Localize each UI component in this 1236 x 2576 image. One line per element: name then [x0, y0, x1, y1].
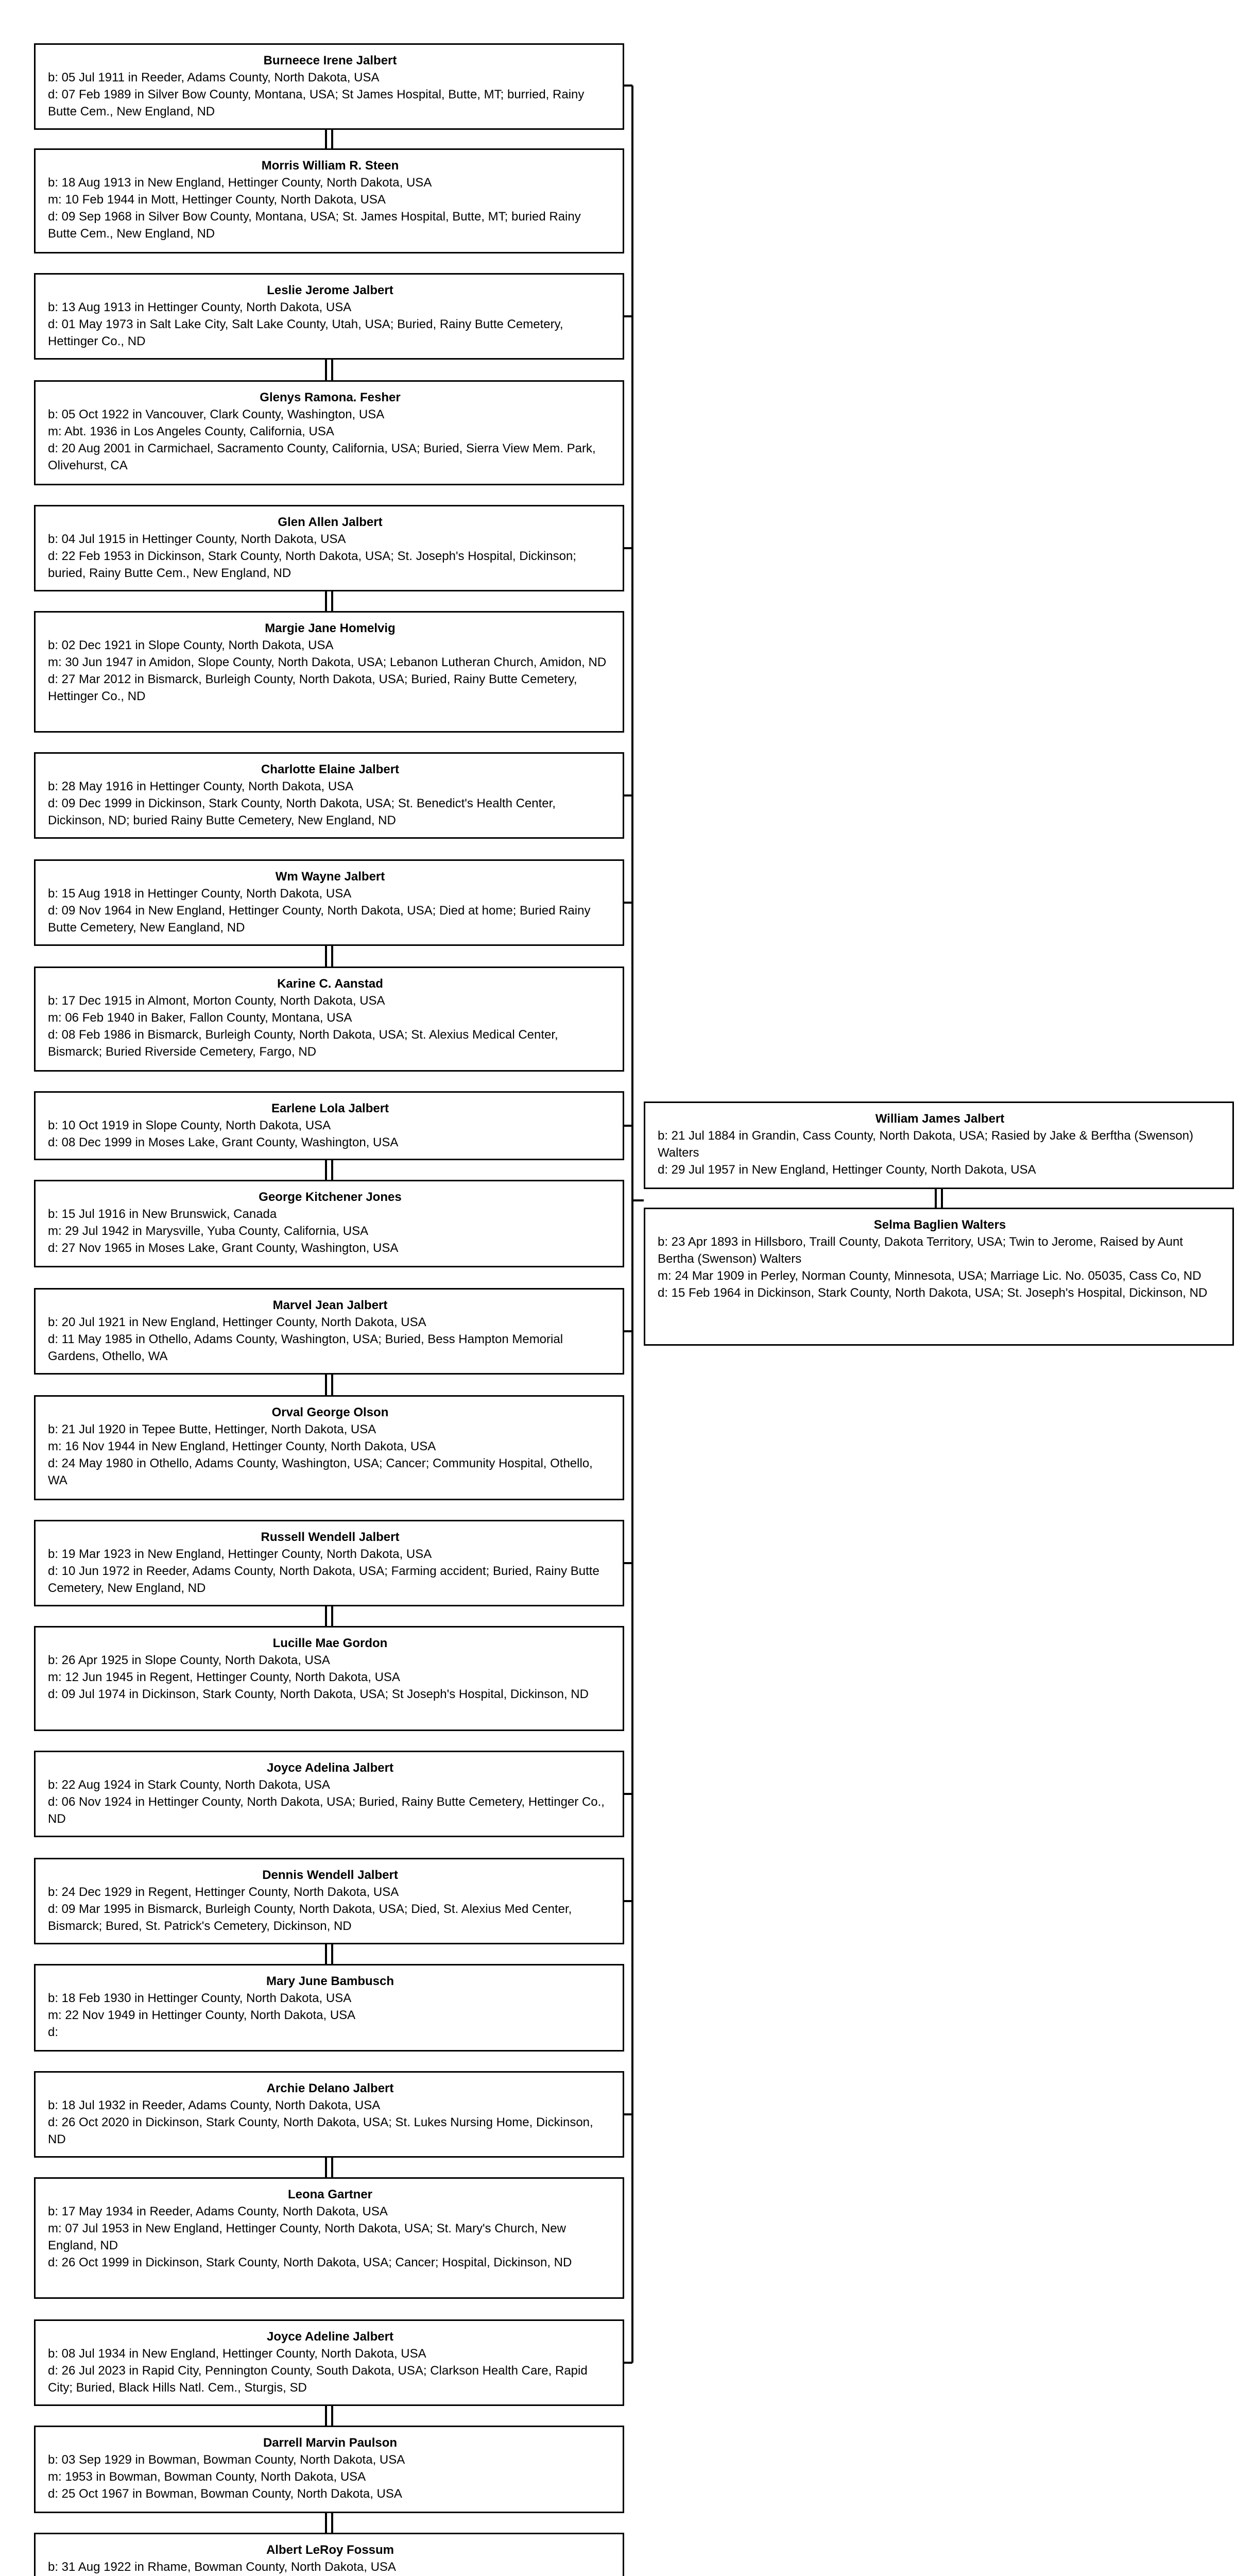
death-line: d: 09 Dec 1999 in Dickinson, Stark County, North Dakota, USA; St. Benedict's Health Center, Dickinson, ND; buried Rainy Butte Cemetery, New England, ND [48, 796, 556, 827]
child-card[interactable] [34, 1858, 624, 1944]
marriage-line: m: 24 Mar 1909 in Perley, Norman County, Minnesota, USA; Marriage Lic. No. 05035, Cass Co, ND [658, 1269, 1201, 1283]
person-name: Dennis Wendell Jalbert [262, 1868, 398, 1882]
person-name: Albert LeRoy Fossum [266, 2543, 394, 2557]
birth-line: b: 05 Jul 1911 in Reeder, Adams County, North Dakota, USA [48, 71, 380, 84]
spouse-card[interactable] [34, 1964, 624, 2052]
death-line: d: 24 May 1980 in Othello, Adams County, Washington, USA; Cancer; Community Hospital, Othello, WA [48, 1456, 593, 1487]
marriage-line: m: 22 Nov 1949 in Hettinger County, North Dakota, USA [48, 2008, 356, 2022]
person-name: Glenys Ramona. Fesher [260, 391, 401, 404]
birth-line: b: 02 Dec 1921 in Slope County, North Dakota, USA [48, 638, 334, 652]
death-line: d: 08 Feb 1986 in Bismarck, Burleigh County, North Dakota, USA; St. Alexius Medical Center, Bismarck; Buried Riverside Cemetery, Fargo, ND [48, 1028, 558, 1059]
spouse-card[interactable] [34, 1180, 624, 1267]
spouse-card[interactable] [34, 2426, 624, 2513]
spouse-card[interactable] [34, 1626, 624, 1731]
birth-line: b: 18 Jul 1932 in Reeder, Adams County, North Dakota, USA [48, 2098, 381, 2112]
death-line: d: 09 Nov 1964 in New England, Hettinger County, North Dakota, USA; Died at home; Buried Rainy Butte Cemetery, New Eangland, ND [48, 904, 591, 935]
person-name: Russell Wendell Jalbert [261, 1530, 400, 1544]
person-name: Joyce Adelina Jalbert [267, 1761, 393, 1775]
death-line: d: 26 Jul 2023 in Rapid City, Pennington County, South Dakota, USA; Clarkson Health Care, Rapid City; Buried, Black Hills Natl. Cem., Sturgis, SD [48, 2364, 588, 2395]
child-card[interactable] [34, 2071, 624, 2158]
person-name: Leslie Jerome Jalbert [267, 283, 393, 297]
death-line: d: 27 Nov 1965 in Moses Lake, Grant County, Washington, USA [48, 1241, 399, 1255]
child-card[interactable] [34, 859, 624, 946]
birth-line: b: 31 Aug 1922 in Rhame, Bowman County, North Dakota, USA [48, 2560, 396, 2574]
father-card[interactable] [644, 1101, 1234, 1189]
death-line: d: [48, 2025, 59, 2039]
person-name: Charlotte Elaine Jalbert [261, 762, 400, 776]
child-card[interactable] [34, 2319, 624, 2406]
birth-line: b: 17 May 1934 in Reeder, Adams County, North Dakota, USA [48, 2205, 388, 2218]
child-card[interactable] [34, 43, 624, 130]
birth-line: b: 26 Apr 1925 in Slope County, North Dakota, USA [48, 1653, 330, 1667]
birth-line: b: 20 Jul 1921 in New England, Hettinger County, North Dakota, USA [48, 1315, 426, 1329]
spouse-card[interactable] [34, 148, 624, 253]
birth-line: b: 15 Aug 1918 in Hettinger County, North Dakota, USA [48, 887, 352, 901]
child-card[interactable] [34, 1288, 624, 1375]
death-line: d: 22 Feb 1953 in Dickinson, Stark County, North Dakota, USA; St. Joseph's Hospital, Dickinson; buried, Rainy Butte Cem., New England, ND [48, 549, 576, 580]
birth-line: b: 03 Sep 1929 in Bowman, Bowman County, North Dakota, USA [48, 2453, 405, 2467]
birth-line: b: 13 Aug 1913 in Hettinger County, North Dakota, USA [48, 300, 352, 314]
marriage-line: m: 06 Feb 1940 in Baker, Fallon County, Montana, USA [48, 1011, 352, 1025]
person-name: Leona Gartner [287, 2188, 373, 2201]
birth-line: b: 22 Aug 1924 in Stark County, North Dakota, USA [48, 1778, 330, 1792]
marriage-line: m: 29 Jul 1942 in Marysville, Yuba County, California, USA [48, 1224, 369, 1238]
birth-line: b: 04 Jul 1915 in Hettinger County, North Dakota, USA [48, 532, 346, 546]
birth-line: b: 28 May 1916 in Hettinger County, North Dakota, USA [48, 779, 354, 793]
death-line: d: 09 Jul 1974 in Dickinson, Stark County, North Dakota, USA; St Joseph's Hospital, Dickinson, ND [48, 1687, 589, 1701]
person-name: Darrell Marvin Paulson [263, 2436, 398, 2450]
death-line: d: 07 Feb 1989 in Silver Bow County, Montana, USA; St James Hospital, Butte, MT; burried, Rainy Butte Cem., New England, ND [48, 88, 585, 118]
birth-line: b: 05 Oct 1922 in Vancouver, Clark County, Washington, USA [48, 408, 385, 421]
marriage-line: m: Abt. 1936 in Los Angeles County, California, USA [48, 425, 334, 438]
marriage-line: m: 12 Jun 1945 in Regent, Hettinger County, North Dakota, USA [48, 1670, 400, 1684]
person-name: Archie Delano Jalbert [266, 2081, 394, 2095]
death-line: d: 06 Nov 1924 in Hettinger County, North Dakota, USA; Buried, Rainy Butte Cemetery, Hettinger Co., ND [48, 1795, 605, 1826]
birth-line: b: 18 Feb 1930 in Hettinger County, North Dakota, USA [48, 1991, 352, 2005]
death-line: d: 15 Feb 1964 in Dickinson, Stark County, North Dakota, USA; St. Joseph's Hospital, Dickinson, ND [658, 1286, 1208, 1300]
person-name: Mary June Bambusch [266, 1974, 394, 1988]
person-name: Wm Wayne Jalbert [275, 870, 385, 884]
death-line: d: 11 May 1985 in Othello, Adams County, Washington, USA; Buried, Bess Hampton Memorial Gardens, Othello, WA [48, 1332, 563, 1363]
mother-card[interactable] [644, 1208, 1234, 1346]
person-name: Orval George Olson [271, 1405, 389, 1419]
child-card[interactable] [34, 273, 624, 360]
spouse-card[interactable] [34, 967, 624, 1072]
spouse-card[interactable] [34, 2177, 624, 2299]
person-name: Earlene Lola Jalbert [271, 1101, 389, 1115]
marriage-line: m: 30 Jun 1947 in Amidon, Slope County, North Dakota, USA; Lebanon Lutheran Church, Amidon, ND [48, 655, 607, 669]
person-name: Glen Allen Jalbert [278, 515, 383, 529]
marriage-line: m: 16 Nov 1944 in New England, Hettinger County, North Dakota, USA [48, 1439, 436, 1453]
death-line: d: 26 Oct 2020 in Dickinson, Stark County, North Dakota, USA; St. Lukes Nursing Home, Dickinson, ND [48, 2115, 593, 2146]
death-line: d: 09 Mar 1995 in Bismarck, Burleigh County, North Dakota, USA; Died, St. Alexius Med Center, Bismarck; Bured, St. Patrick's Cemetery, Dickinson, ND [48, 1902, 572, 1933]
person-name: Margie Jane Homelvig [265, 621, 396, 635]
spouse-card[interactable] [34, 2533, 624, 2576]
birth-line: b: 10 Oct 1919 in Slope County, North Dakota, USA [48, 1118, 331, 1132]
death-line: d: 20 Aug 2001 in Carmichael, Sacramento County, California, USA; Buried, Sierra View Mem. Park, Olivehurst, CA [48, 442, 596, 472]
death-line: d: 27 Mar 2012 in Bismarck, Burleigh County, North Dakota, USA; Buried, Rainy Butte Cemetery, Hettinger Co., ND [48, 672, 577, 703]
spouse-card[interactable] [34, 611, 624, 733]
person-name: Burneece Irene Jalbert [263, 54, 397, 67]
birth-line: b: 15 Jul 1916 in New Brunswick, Canada [48, 1207, 277, 1221]
death-line: d: 26 Oct 1999 in Dickinson, Stark County, North Dakota, USA; Cancer; Hospital, Dickinson, ND [48, 2256, 572, 2269]
child-card[interactable] [34, 1520, 624, 1606]
death-line: d: 29 Jul 1957 in New England, Hettinger County, North Dakota, USA [658, 1163, 1036, 1177]
person-name: William James Jalbert [875, 1112, 1005, 1126]
birth-line: b: 21 Jul 1920 in Tepee Butte, Hettinger, North Dakota, USA [48, 1422, 376, 1436]
birth-line: b: 19 Mar 1923 in New England, Hettinger County, North Dakota, USA [48, 1547, 432, 1561]
death-line: d: 25 Oct 1967 in Bowman, Bowman County, North Dakota, USA [48, 2487, 402, 2501]
birth-line: b: 08 Jul 1934 in New England, Hettinger County, North Dakota, USA [48, 2347, 426, 2361]
child-card[interactable] [34, 752, 624, 839]
spouse-card[interactable] [34, 380, 624, 485]
death-line: d: 08 Dec 1999 in Moses Lake, Grant County, Washington, USA [48, 1136, 399, 1149]
marriage-line: m: 10 Feb 1944 in Mott, Hettinger County, North Dakota, USA [48, 193, 386, 207]
person-name: Marvel Jean Jalbert [272, 1298, 388, 1312]
marriage-line: m: 1953 in Bowman, Bowman County, North Dakota, USA [48, 2470, 366, 2484]
person-name: Morris William R. Steen [261, 159, 399, 173]
child-card[interactable] [34, 505, 624, 591]
person-name: Joyce Adeline Jalbert [267, 2330, 393, 2344]
spouse-card[interactable] [34, 1395, 624, 1500]
birth-line: b: 21 Jul 1884 in Grandin, Cass County, North Dakota, USA; Rasied by Jake & Berftha (Swenson) Walters [658, 1129, 1194, 1160]
child-card[interactable] [34, 1091, 624, 1160]
birth-line: b: 24 Dec 1929 in Regent, Hettinger County, North Dakota, USA [48, 1885, 399, 1899]
birth-line: b: 17 Dec 1915 in Almont, Morton County, North Dakota, USA [48, 994, 385, 1008]
death-line: d: 01 May 1973 in Salt Lake City, Salt Lake County, Utah, USA; Buried, Rainy Butte Cemetery, Hettinger Co., ND [48, 317, 563, 348]
person-name: George Kitchener Jones [259, 1190, 402, 1204]
child-card[interactable] [34, 1751, 624, 1837]
person-name: Lucille Mae Gordon [272, 1636, 388, 1650]
birth-line: b: 23 Apr 1893 in Hillsboro, Traill County, Dakota Territory, USA; Twin to Jerome, Raised by Aunt Bertha (Swenson) Walters [658, 1235, 1183, 1266]
death-line: d: 09 Sep 1968 in Silver Bow County, Montana, USA; St. James Hospital, Butte, MT; buried Rainy Butte Cem., New England, ND [48, 210, 581, 241]
birth-line: b: 18 Aug 1913 in New England, Hettinger County, North Dakota, USA [48, 176, 432, 190]
person-name: Selma Baglien Walters [873, 1218, 1006, 1232]
person-name: Karine C. Aanstad [277, 977, 383, 991]
death-line: d: 10 Jun 1972 in Reeder, Adams County, North Dakota, USA; Farming accident; Buried, Rainy Butte Cemetery, New England, ND [48, 1564, 599, 1595]
marriage-line: m: 07 Jul 1953 in New England, Hettinger County, North Dakota, USA; St. Mary's Church, New England, ND [48, 2222, 566, 2252]
